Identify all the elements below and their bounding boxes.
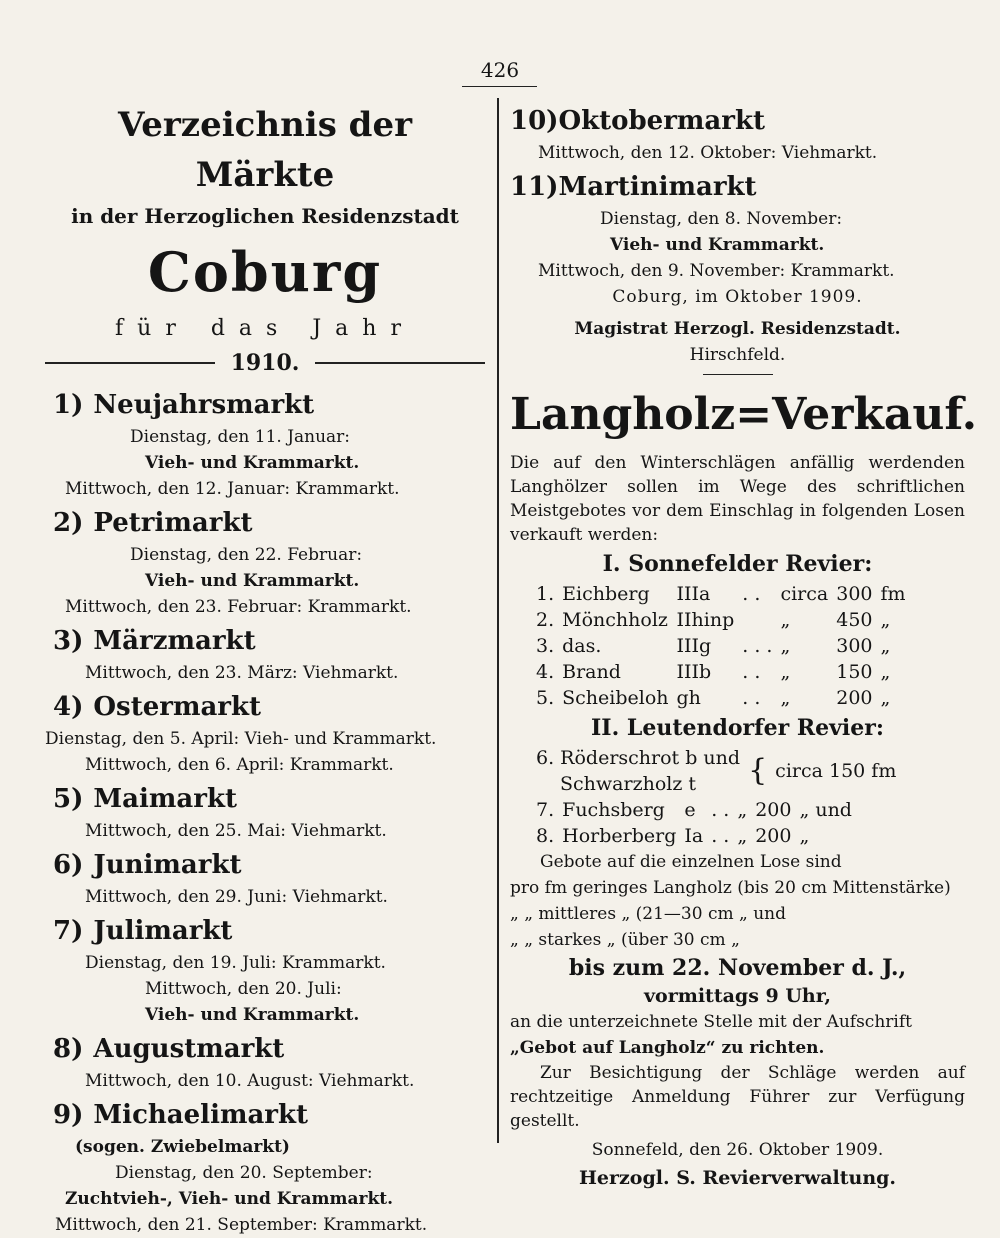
year: 1910. [230,350,300,376]
price-line: „ „ mittleres „ (21—30 cm „ und [510,904,787,924]
lot-amt: 450 [836,609,873,631]
list-title: Verzeichnis der Märkte [117,105,412,195]
market-date-line: Mittwoch, den 10. August: Viehmarkt. [85,1071,415,1091]
lot-dots: . . . [742,635,773,657]
market-date-line: Dienstag, den 5. April: Vieh- und Krammarkt. [45,729,437,749]
market-heading [53,504,485,542]
market-number: 1) [53,390,84,420]
lot-amt: 150 [836,661,873,683]
lot-dots: . . [742,661,761,683]
magistrate-signature: Magistrat Herzogl. Residenzstadt. [574,319,901,339]
year-row [45,346,485,380]
left-column [45,100,485,1238]
lot-name: das. [562,635,602,657]
year-rule-right [315,362,485,364]
market-heading [53,780,485,818]
market-heading [53,846,485,884]
lot-row [532,659,910,685]
lot-6-line-2: Schwarzholz t [560,773,697,795]
lot-pre: „ [780,687,791,709]
market-entry [510,102,965,166]
lot-dots: . . [711,825,730,847]
lot-dots: . . [742,583,761,605]
lot-n: 3. [536,635,555,657]
market-number: 7) [53,916,84,946]
lots-table-2 [532,745,900,797]
lot-pre: „ [780,635,791,657]
market-heading [53,1096,485,1134]
place-date: Coburg, im Oktober 1909. [612,287,863,307]
lot-n: 8. [536,825,555,847]
lot-pre: „ [780,661,791,683]
lot-name: Brand [562,661,621,683]
lot-row [532,685,910,711]
market-date-line: Dienstag, den 8. November: [600,209,843,229]
lot-unit: „ [880,687,891,709]
revier-heading-2: II. Leutendorfer Revier: [590,715,884,741]
lot-pre: „ [737,799,748,821]
lot-name: Horberberg [562,825,677,847]
market-list [45,386,485,1238]
lot-code: Ia [684,825,704,847]
market-name: Junimarkt [93,850,242,880]
deadline: bis zum 22. November d. J., [568,955,907,981]
lot-pre: circa [780,583,829,605]
market-entry [45,622,485,686]
lot-code: e [684,799,696,821]
market-date-line: Dienstag, den 22. Februar: [130,545,363,565]
price-line: „ „ starkes „ (über 30 cm „ [510,930,740,950]
market-entry [45,386,485,502]
right-column [510,100,978,1193]
market-date-line: Zuchtvieh-, Vieh- und Krammarkt. [65,1189,394,1209]
lot-row [532,607,910,633]
market-date-line: Mittwoch, den 9. November: Krammarkt. [538,261,895,281]
bids-intro: Gebote auf die einzelnen Lose sind [540,852,842,872]
revier-heading-1: I. Sonnefelder Revier: [602,551,873,577]
lot-dots: . . [742,687,761,709]
lot-n: 1. [536,583,555,605]
market-number: 8) [53,1034,84,1064]
lot-amt: 300 [836,583,873,605]
lot-n: 4. [536,661,555,683]
market-heading [510,168,965,206]
lot-n: 2. [536,609,555,631]
market-number: 3) [53,626,84,656]
market-heading [53,912,485,950]
market-name: Maimarkt [93,784,237,814]
market-date-line: Mittwoch, den 25. Mai: Viehmarkt. [85,821,387,841]
page-number-rule [462,86,537,87]
market-heading [53,1030,485,1068]
market-date-line: Mittwoch, den 20. Juli: [145,979,342,999]
lot-unit: „ [880,661,891,683]
lot-amt: 200 [755,799,792,821]
market-number: 5) [53,784,84,814]
section-rule [703,374,773,375]
signer-name: Hirschfeld. [689,345,786,365]
lots-table-3 [532,797,856,849]
market-name: Oktobermarkt [558,106,765,136]
market-name: Märzmarkt [93,626,256,656]
price-lines [510,875,965,953]
lot-unit: „ [880,609,891,631]
lot-unit: „ und [799,799,852,821]
lot-unit: fm [880,583,906,605]
market-entry [45,912,485,1028]
lot-6-line-1: 6. Röderschrot b und [536,747,741,769]
market-name: Petrimarkt [93,508,253,538]
market-name: Julimarkt [93,916,233,946]
lot-pre: „ [780,609,791,631]
lot-row [532,745,900,771]
market-number: 6) [53,850,84,880]
sale-intro: Die auf den Winterschlägen anfällig werdenden Langhölzer sollen im Wege des schriftlichen Meistgebotes vor dem Einschlag in folgenden Losen verkauft werden: [510,453,965,545]
lot-code: IIhinp [676,609,735,631]
lot-amt: 300 [836,635,873,657]
authority-signature: Herzogl. S. Revierverwaltung. [578,1167,897,1189]
city-name: Coburg [147,240,383,304]
column-divider [497,98,499,1143]
lot-unit: „ [799,825,810,847]
lot-name: Eichberg [562,583,650,605]
market-entry [45,1030,485,1094]
market-name: Michaelimarkt [93,1100,309,1130]
market-date-line: Mittwoch, den 29. Juni: Viehmarkt. [85,887,388,907]
inspection-note: Zur Besichtigung der Schläge werden auf rechtzeitige Anmeldung Führer zur Verfügung gestellt. [510,1063,965,1131]
lot-code: IIIg [676,635,712,657]
market-date-line: Dienstag, den 11. Januar: [130,427,351,447]
market-name: Ostermarkt [93,692,262,722]
market-heading [53,688,485,726]
list-subtitle: in der Herzoglichen Residenzstadt [71,204,459,228]
lot-amt: 200 [836,687,873,709]
sale-title: Langholz=Verkauf. [510,389,978,440]
market-date-line: Mittwoch, den 12. Oktober: Viehmarkt. [538,143,878,163]
price-line: pro fm geringes Langholz (bis 20 cm Mittenstärke) [510,878,951,898]
lot-dots [738,607,776,633]
market-number: 2) [53,508,84,538]
market-date-line: Mittwoch, den 21. September: Krammarkt. [55,1215,428,1235]
lot-amt: 200 [755,825,792,847]
lot-unit: „ [880,635,891,657]
address-line: an die unterzeichnete Stelle mit der Aufschrift [510,1012,912,1032]
lot-name: Scheibeloh [562,687,669,709]
market-number: 10) [510,106,559,136]
page-number: 426 [480,58,520,82]
lot-code: gh [676,687,701,709]
market-entry [510,168,965,284]
lot-n: 7. [536,799,555,821]
market-heading [510,102,965,140]
lot-row [532,823,856,849]
address-line-2: „Gebot auf Langholz“ zu richten. [510,1038,825,1058]
market-date-line: Vieh- und Krammarkt. [145,1005,360,1025]
market-number: 4) [53,692,84,722]
market-list-continued [510,102,965,284]
brace: { [748,753,768,788]
market-date-line: Dienstag, den 20. September: [115,1163,373,1183]
market-entry [45,504,485,620]
market-date-line: Vieh- und Krammarkt. [145,571,360,591]
market-entry [45,1096,485,1238]
market-date-line: (sogen. Zwiebelmarkt) [75,1137,290,1157]
market-date-line: Dienstag, den 19. Juli: Krammarkt. [85,953,386,973]
market-number: 9) [53,1100,84,1130]
market-date-line: Mittwoch, den 12. Januar: Krammarkt. [65,479,400,499]
lot-dots: . . [711,799,730,821]
lot-name: Mönchholz [562,609,668,631]
lot-row [532,581,910,607]
place-date-2: Sonnefeld, den 26. Oktober 1909. [591,1140,884,1160]
market-heading [53,622,485,660]
lot-pre: „ [737,825,748,847]
lot-name: Fuchsberg [562,799,665,821]
market-number: 11) [510,172,559,202]
market-date-line: Mittwoch, den 6. April: Krammarkt. [85,755,394,775]
lot-code: IIIa [676,583,711,605]
lot-n: 5. [536,687,555,709]
lot-row [532,797,856,823]
deadline-time: vormittags 9 Uhr, [644,985,831,1007]
lot-row [532,633,910,659]
market-name: Neujahrsmarkt [93,390,315,420]
market-date-line: Mittwoch, den 23. Februar: Krammarkt. [65,597,412,617]
market-entry [45,780,485,844]
market-entry [45,688,485,778]
year-label: für das Jahr [115,316,415,341]
year-rule-left [45,362,215,364]
market-date-line: Vieh- und Krammarkt. [145,453,360,473]
lots-table-1 [532,581,910,711]
market-heading [53,386,485,424]
market-entry [45,846,485,910]
market-date-line: Mittwoch, den 23. März: Viehmarkt. [85,663,399,683]
market-date-line: Vieh- und Krammarkt. [610,235,825,255]
lot-6-amount: circa 150 fm [775,760,897,782]
lot-code: IIIb [676,661,712,683]
market-name: Martinimarkt [558,172,757,202]
market-name: Augustmarkt [93,1034,285,1064]
